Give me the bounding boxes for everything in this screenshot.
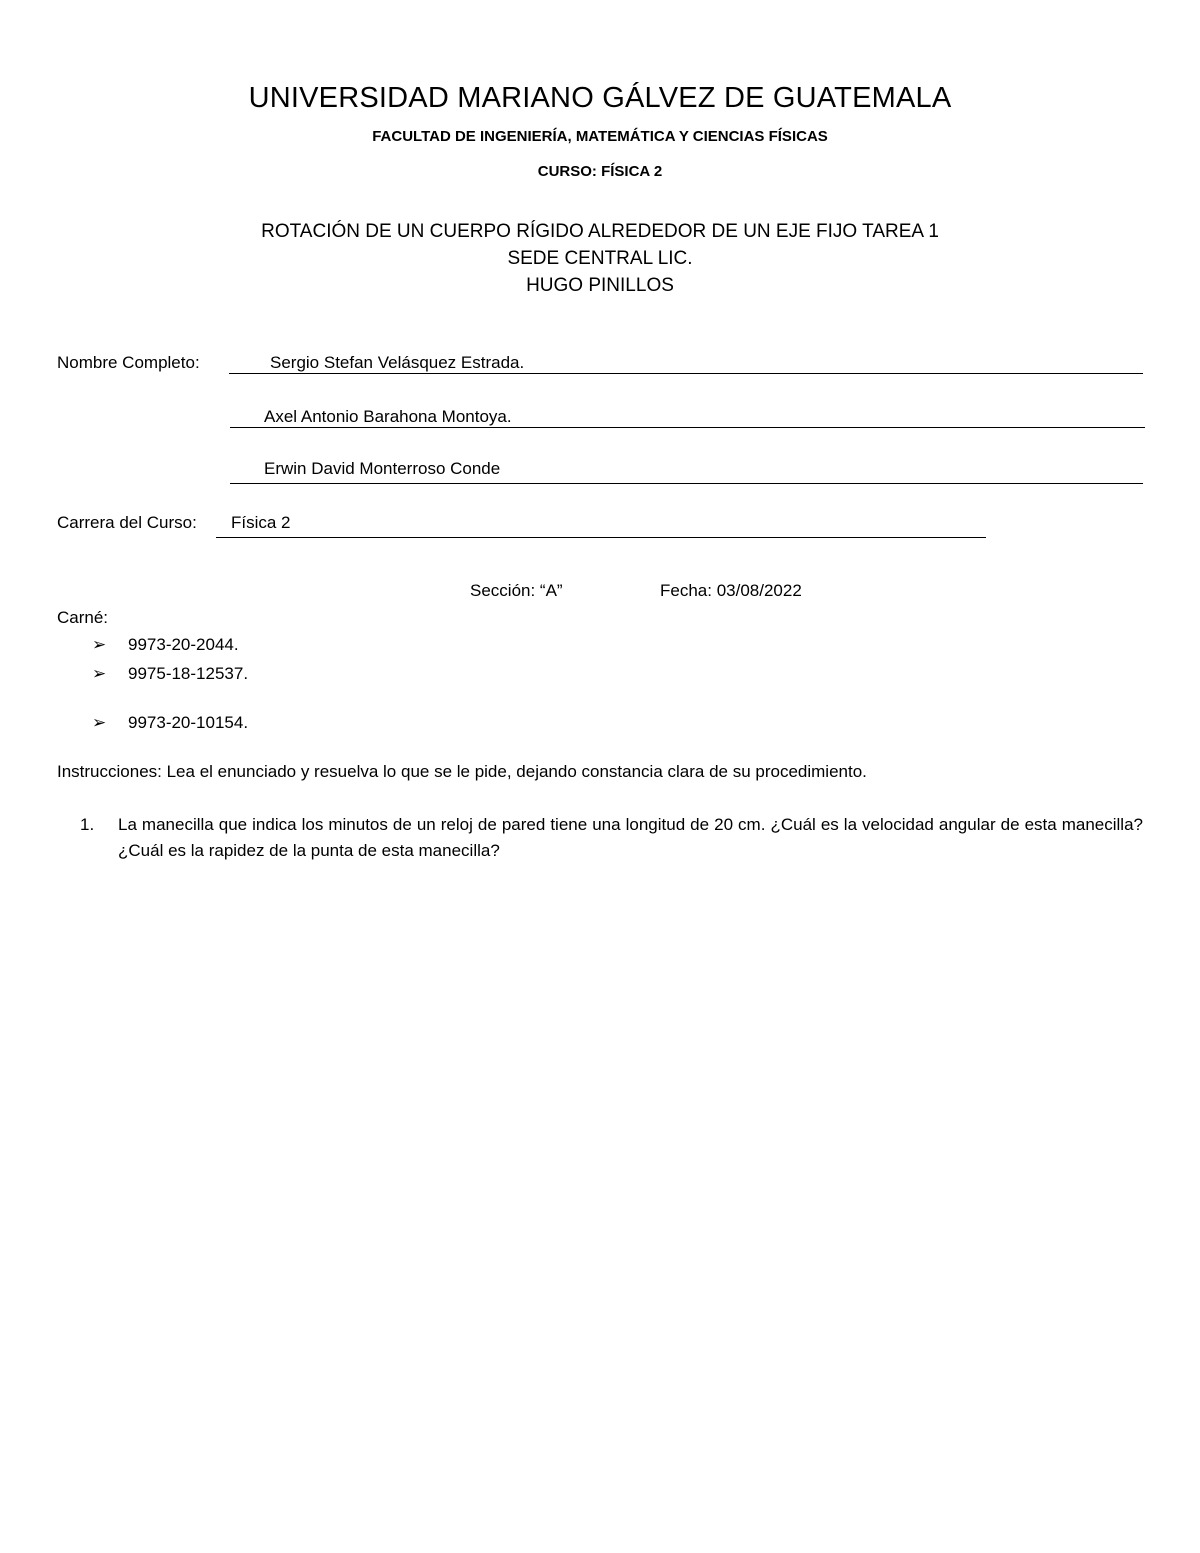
- assignment-title: ROTACIÓN DE UN CUERPO RÍGIDO ALREDEDOR DE UN EJE FIJO TAREA 1: [261, 221, 939, 242]
- faculty-name: FACULTAD DE INGENIERÍA, MATEMÁTICA Y CIENCIAS FÍSICAS: [372, 128, 828, 145]
- list-item: [92, 635, 239, 655]
- career-value: Física 2: [231, 513, 291, 532]
- name-value-2: Axel Antonio Barahona Montoya.: [264, 407, 512, 426]
- course-name: CURSO: FÍSICA 2: [537, 163, 663, 180]
- question-text: La manecilla que indica los minutos de un reloj de pared tiene una longitud de 20 cm. ¿Cuál es la velocidad angular de esta manecilla? ¿Cuál es la rapidez de la punta de esta manecilla?: [118, 815, 1143, 860]
- career-field: [216, 517, 986, 538]
- date-text: Fecha: 03/08/2022: [660, 581, 802, 600]
- name-value-1: Sergio Stefan Velásquez Estrada.: [270, 353, 525, 372]
- career-label: Carrera del Curso:: [57, 513, 197, 532]
- instructions-text: Instrucciones: Lea el enunciado y resuelva lo que se le pide, dejando constancia clara de su procedimiento.: [57, 762, 867, 781]
- carne-value: 9975-18-12537.: [128, 664, 249, 683]
- list-item: [92, 713, 248, 733]
- arrow-bullet-icon: ➢: [92, 635, 107, 654]
- arrow-bullet-icon: ➢: [92, 664, 107, 683]
- university-title: UNIVERSIDAD MARIANO GÁLVEZ DE GUATEMALA: [248, 82, 952, 114]
- assignment-instructor: HUGO PINILLOS: [526, 275, 674, 296]
- arrow-bullet-icon: ➢: [92, 713, 107, 732]
- assignment-campus: SEDE CENTRAL LIC.: [507, 248, 693, 269]
- carne-label: Carné:: [57, 608, 109, 627]
- name-label: Nombre Completo:: [57, 353, 200, 372]
- question-number: 1.: [80, 815, 95, 834]
- section-text: Sección: “A”: [470, 581, 563, 600]
- name-value-3: Erwin David Monterroso Conde: [264, 459, 501, 478]
- carne-value: 9973-20-10154.: [128, 713, 249, 732]
- carne-value: 9973-20-2044.: [128, 635, 239, 654]
- question-item: [57, 812, 1143, 864]
- list-item: [92, 664, 248, 684]
